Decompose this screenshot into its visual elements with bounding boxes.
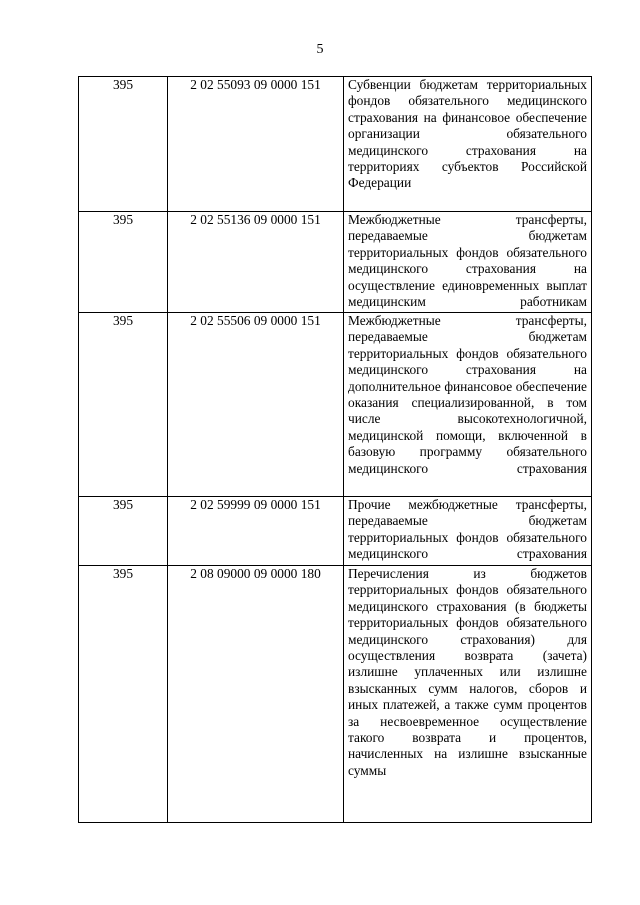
- revenue-name-text: Межбюджетные трансферты, передаваемые бюджетам территориальных фондов обязательного медицинского страхования на дополнительное финансовое обеспечение оказания специализированной, в том числе высокотехнологичной, медицинской помощи, включенной в базовую программу обязательного медицинского страхования: [348, 313, 587, 476]
- revenue-name-text: Субвенции бюджетам территориальных фондов обязательного медицинского страхования на финансовое обеспечение организации обязательного медицинского страхования на территориях субъектов Российской Федерации: [348, 77, 587, 191]
- revenue-name-text: Прочие межбюджетные трансферты, передаваемые бюджетам территориальных фондов обязательного медицинского страхования: [348, 497, 587, 562]
- table-row: [79, 497, 592, 566]
- table-row: [79, 566, 592, 823]
- revenue-code-cell: 2 02 55506 09 0000 151: [168, 313, 344, 497]
- table-row: [79, 77, 592, 212]
- admin-code-cell: 395: [79, 77, 168, 212]
- revenue-code-cell: 2 08 09000 09 0000 180: [168, 566, 344, 823]
- revenue-name-cell: [344, 313, 592, 497]
- revenue-code-cell: 2 02 59999 09 0000 151: [168, 497, 344, 566]
- budget-codes-table: [78, 76, 592, 823]
- revenue-name-cell: [344, 566, 592, 823]
- revenue-name-cell: [344, 497, 592, 566]
- revenue-name-text: Межбюджетные трансферты, передаваемые бюджетам территориальных фондов обязательного медицинского страхования на осуществление единовременных выплат медицинским работникам: [348, 212, 587, 310]
- admin-code-cell: 395: [79, 497, 168, 566]
- table-row: [79, 313, 592, 497]
- revenue-code-cell: 2 02 55093 09 0000 151: [168, 77, 344, 212]
- admin-code-cell: 395: [79, 566, 168, 823]
- admin-code-cell: 395: [79, 212, 168, 313]
- revenue-name-cell: [344, 77, 592, 212]
- revenue-name-text: Перечисления из бюджетов территориальных фондов обязательного медицинского страхования (в бюджеты территориальных фондов обязательного медицинского страхования) для осуществления возврата (зачета) излишне уплаченных или излишне взысканных сумм налогов, сборов и иных платежей, а также сумм процентов за несвоевременное осуществление такого возврата и процентов, начисленных на излишне взысканные суммы: [348, 566, 587, 778]
- revenue-name-cell: [344, 212, 592, 313]
- revenue-code-cell: 2 02 55136 09 0000 151: [168, 212, 344, 313]
- admin-code-cell: 395: [79, 313, 168, 497]
- table-row: [79, 212, 592, 313]
- page-number: 5: [316, 42, 324, 57]
